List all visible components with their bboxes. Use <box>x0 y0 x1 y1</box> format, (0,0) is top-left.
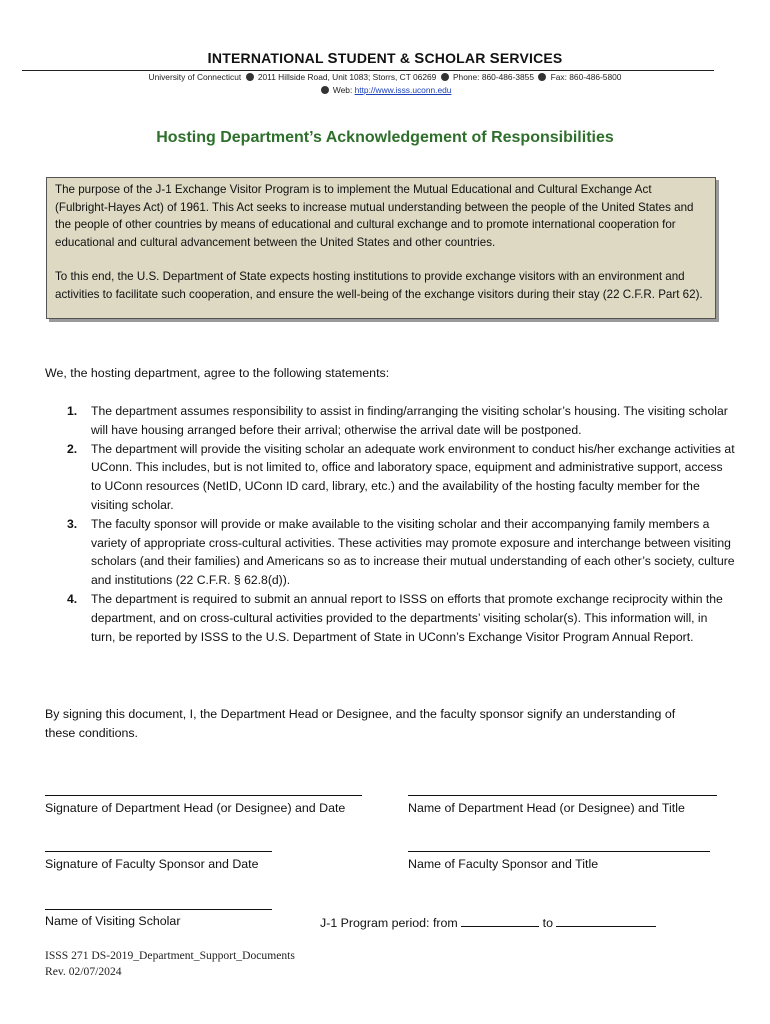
statement-text: The department will provide the visiting scholar an adequate work environment to conduct his/her exchange activities at UConn. This includes, but is not limited to, office and laboratory space, equipment and administrative support, access to UConn resources (NetID, UConn ID card, library, etc.) and the availability of the hosting faculty member for the visiting scholar. <box>91 441 735 512</box>
globe-icon <box>321 86 329 94</box>
web-label: Web: <box>332 85 353 95</box>
scholar-name-label: Name of Visiting Scholar <box>45 914 181 928</box>
statement-text: The department is required to submit an annual report to ISSS on efforts that promote exchange reciprocity within the department, and on cross-cultural activities provided to the departments’ visiting scholar(s). This information will, in turn, be reported by ISSS to the U.S. Department of State in UConn’s Exchange Visitor Program Annual Report. <box>91 591 723 644</box>
org-name: INTERNATIONAL STUDENT & SCHOLAR SERVICES <box>207 50 563 67</box>
intro-paragraph-purpose: The purpose of the J-1 Exchange Visitor Program is to implement the Mutual Educational and Cultural Exchange Act (Fulbright-Hayes Act) of 1961. This Act seeks to increase mutual understanding between the people of the United States and the people of other countries by means of educational and cultural exchange and to promote international cooperation for educational and cultural advancement between the United States and other countries. <box>55 183 694 249</box>
period-from-field[interactable] <box>461 914 539 927</box>
dept-head-name-label: Name of Department Head (or Designee) and Title <box>408 801 685 815</box>
scholar-name-line[interactable] <box>45 909 272 910</box>
period-to-field[interactable] <box>556 914 656 927</box>
faculty-signature-label: Signature of Faculty Sponsor and Date <box>45 857 259 871</box>
intro-box <box>46 177 716 319</box>
dept-head-name-line[interactable] <box>408 795 717 796</box>
list-number: 4. <box>67 591 78 606</box>
dept-head-signature-line[interactable] <box>45 795 362 796</box>
list-number: 3. <box>67 516 78 531</box>
program-period-label: J-1 Program period: from <box>320 916 458 930</box>
header-rule <box>22 70 714 71</box>
globe-icon <box>538 73 546 81</box>
signing-statement: By signing this document, I, the Department Head or Designee, and the faculty sponsor signify an understanding of these conditions. <box>45 707 676 740</box>
phone-number: Phone: 860-486-3855 <box>452 72 534 82</box>
form-id: ISSS 271 DS-2019_Department_Support_Documents <box>45 949 295 962</box>
statements-lead-in: We, the hosting department, agree to the following statements: <box>45 366 390 380</box>
program-period-field <box>320 914 656 930</box>
globe-icon <box>246 73 254 81</box>
intro-paragraph-expectations: To this end, the U.S. Department of State expects hosting institutions to provide exchange visitors with an environment and activities to facilitate such cooperation, and ensure the well-being of the exchange visitors during their stay (22 C.F.R. Part 62). <box>55 270 703 301</box>
list-item <box>45 440 735 515</box>
faculty-name-label: Name of Faculty Sponsor and Title <box>408 857 599 871</box>
faculty-name-line[interactable] <box>408 851 710 852</box>
document-title: Hosting Department’s Acknowledgement of Responsibilities <box>156 129 614 146</box>
form-footer <box>45 948 295 980</box>
program-period-to-label: to <box>542 916 553 930</box>
list-item <box>45 515 735 590</box>
revision-date: Rev. 02/07/2024 <box>45 965 122 978</box>
list-number: 2. <box>67 441 78 456</box>
statement-text: The department assumes responsibility to assist in finding/arranging the visiting scholar’s housing. The visiting scholar will have housing arranged before their arrival; otherwise the arrival date will be postponed. <box>91 404 728 437</box>
list-number: 1. <box>67 404 78 418</box>
list-item <box>45 402 735 440</box>
web-line <box>0 85 770 95</box>
statement-text: The faculty sponsor will provide or make available to the visiting scholar and their accompanying family members a variety of appropriate cross-cultural activities. These activities may promote exposure and interchange between visiting scholars (and their families) and Americans so as to increase their mutual understanding of each other’s society, culture and institutions (22 C.F.R. § 62.8(d)). <box>91 516 735 588</box>
street-address: 2011 Hillside Road, Unit 1083; Storrs, CT 06269 <box>257 72 437 82</box>
fax-number: Fax: 860-486-5800 <box>550 72 622 82</box>
dept-head-signature-label: Signature of Department Head (or Designee) and Date <box>45 801 346 815</box>
university-name: University of Connecticut <box>148 72 242 82</box>
address-line <box>0 72 770 82</box>
list-item <box>45 590 735 646</box>
globe-icon <box>441 73 449 81</box>
faculty-signature-line[interactable] <box>45 851 272 852</box>
website-link[interactable]: http://www.isss.uconn.edu <box>354 85 452 95</box>
statements-list <box>45 402 735 646</box>
